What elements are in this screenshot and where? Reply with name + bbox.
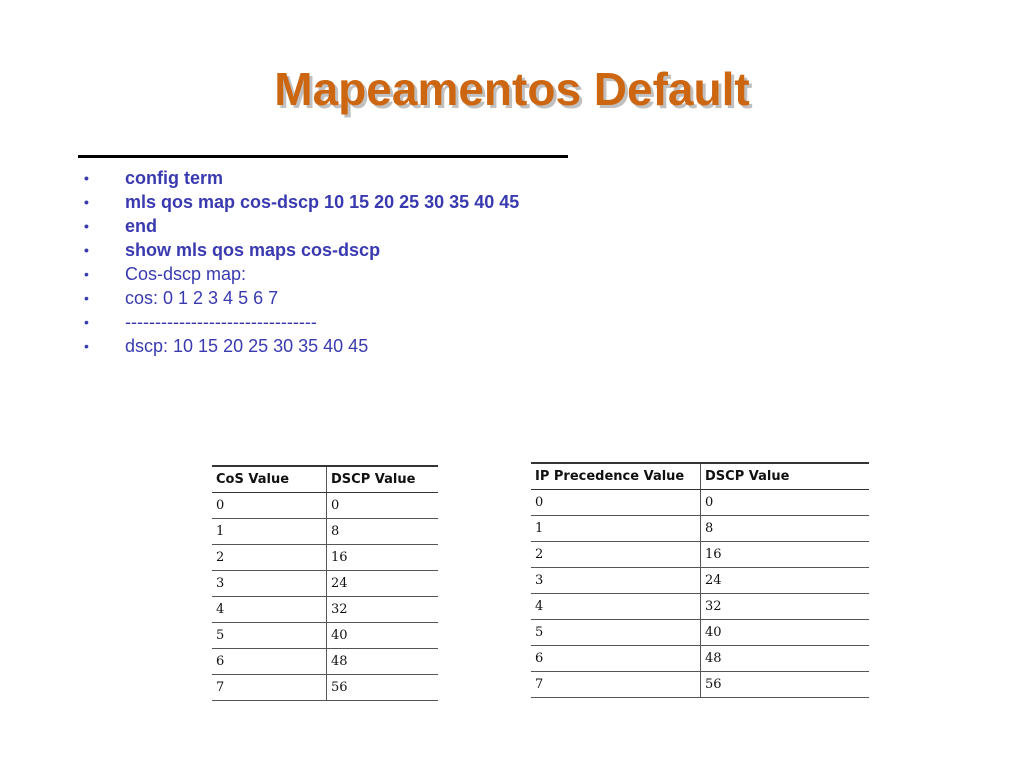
table-cell: 16 — [327, 545, 439, 571]
table-cell: 40 — [701, 620, 870, 646]
table-header-row — [531, 463, 869, 490]
bullet-text: cos: 0 1 2 3 4 5 6 7 — [125, 288, 279, 308]
column-header: DSCP Value — [327, 466, 439, 493]
table-row — [531, 542, 869, 568]
table-cell: 24 — [327, 571, 439, 597]
column-header: IP Precedence Value — [531, 463, 701, 490]
bullet-item — [84, 166, 519, 190]
bullet-text: config term — [125, 168, 224, 188]
table-cell: 7 — [212, 675, 327, 701]
bullet-dot-icon: • — [84, 194, 89, 210]
bullet-dot-icon: • — [84, 290, 89, 306]
cos-dscp-table — [212, 465, 438, 701]
table-cell: 5 — [212, 623, 327, 649]
title-divider — [78, 155, 568, 158]
table-cell: 4 — [531, 594, 701, 620]
bullet-dot-icon: • — [84, 266, 89, 282]
table-cell: 48 — [327, 649, 439, 675]
table-cell: 3 — [212, 571, 327, 597]
table-row — [531, 516, 869, 542]
table-cell: 0 — [531, 490, 701, 516]
column-header: DSCP Value — [701, 463, 870, 490]
table-cell: 32 — [327, 597, 439, 623]
table-row — [531, 568, 869, 594]
table-cell: 2 — [531, 542, 701, 568]
table-cell: 16 — [701, 542, 870, 568]
table-row — [212, 675, 438, 701]
table-row — [531, 594, 869, 620]
table-cell: 1 — [531, 516, 701, 542]
bullet-dot-icon: • — [84, 218, 89, 234]
bullet-dot-icon: • — [84, 314, 89, 330]
table-cell: 56 — [327, 675, 439, 701]
bullet-text: -------------------------------- — [125, 312, 317, 332]
bullet-item — [84, 262, 519, 286]
table-row — [212, 597, 438, 623]
bullet-text: mls qos map cos-dscp 10 15 20 25 30 35 40 45 — [125, 192, 520, 212]
table-cell: 1 — [212, 519, 327, 545]
bullet-text: Cos-dscp map: — [125, 264, 247, 284]
table-row — [212, 649, 438, 675]
table-cell: 0 — [327, 493, 439, 519]
table-cell: 40 — [327, 623, 439, 649]
table-cell: 4 — [212, 597, 327, 623]
table-row — [531, 620, 869, 646]
table-cell: 56 — [701, 672, 870, 698]
table-row — [531, 490, 869, 516]
bullet-dot-icon: • — [84, 338, 89, 354]
table-row — [531, 672, 869, 698]
table-cell: 7 — [531, 672, 701, 698]
table-cell: 8 — [701, 516, 870, 542]
ip-precedence-dscp-table — [531, 462, 869, 698]
table-cell: 6 — [212, 649, 327, 675]
table-cell: 0 — [212, 493, 327, 519]
table-cell: 24 — [701, 568, 870, 594]
bullet-item — [84, 310, 519, 334]
table-cell: 0 — [701, 490, 870, 516]
table-header-row — [212, 466, 438, 493]
table-row — [531, 646, 869, 672]
table-row — [212, 545, 438, 571]
bullet-text: dscp: 10 15 20 25 30 35 40 45 — [125, 336, 369, 356]
table-cell: 48 — [701, 646, 870, 672]
table-row — [212, 493, 438, 519]
bullet-item — [84, 214, 519, 238]
bullet-item — [84, 334, 519, 358]
table-cell: 5 — [531, 620, 701, 646]
column-header: CoS Value — [212, 466, 327, 493]
bullet-item — [84, 190, 519, 214]
table-row — [212, 519, 438, 545]
table-cell: 32 — [701, 594, 870, 620]
bullet-dot-icon: • — [84, 242, 89, 258]
slide-title: Mapeamentos Default — [274, 63, 750, 115]
bullet-item — [84, 238, 519, 262]
table-cell: 6 — [531, 646, 701, 672]
bullet-text: show mls qos maps cos-dscp — [125, 240, 381, 260]
bullet-item — [84, 286, 519, 310]
bullet-dot-icon: • — [84, 170, 89, 186]
table-cell: 3 — [531, 568, 701, 594]
table-cell: 2 — [212, 545, 327, 571]
bullet-text: end — [125, 216, 158, 236]
bullet-list — [84, 166, 519, 358]
table-cell: 8 — [327, 519, 439, 545]
table-row — [212, 571, 438, 597]
table-row — [212, 623, 438, 649]
